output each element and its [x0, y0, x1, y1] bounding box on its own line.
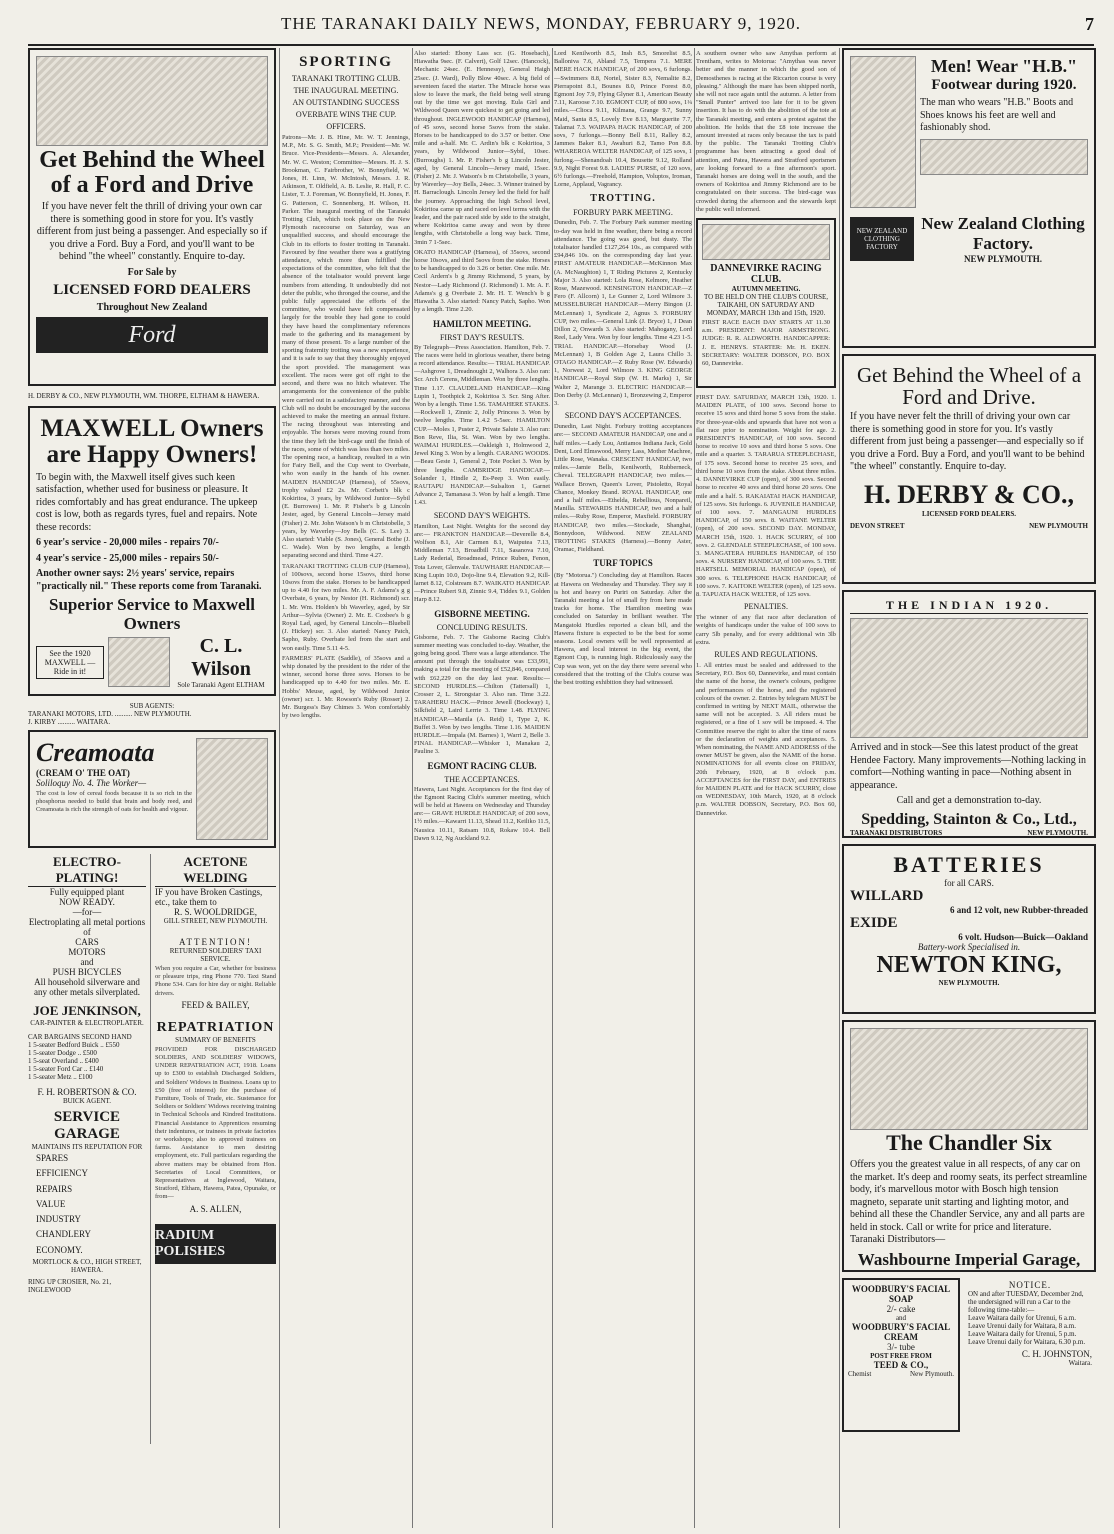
sporting-sub1: TARANAKI TROTTING CLUB. — [291, 74, 401, 83]
notice-sign: C. H. JOHNSTON, — [1021, 1349, 1092, 1359]
newton-king: NEWTON KING, — [876, 952, 1062, 978]
teed-chemist: Chemist — [848, 1370, 872, 1378]
ford-dealers: LICENSED FORD DEALERS — [53, 282, 251, 299]
maxwell-headline: MAXWELL Owners are Happy Owners! — [40, 415, 264, 469]
column-1: Get Behind the Wheel of a Ford and Drive If you have never felt the thrill of driving your own car there is something good in store for you. It's vastly different from just being a passenger. And especially so if you drive a Ford. Buy a Ford, and you'll want to be behind "the wheel" constantly. Enquire to-day. For Sale by LICENSED FORD DEALERS Throughout New Zealand Ford H. DERBY & CO., NEW PLYMOUTH, WM. THORPE, ELTHAM & HAWERA. MAXWELL Owners are Happy Owners! To begin with, the Maxwell itself gives such keen satisfaction, whether used for business or pleasure. It rides comfortably and has great endurance. The upkeep cost is low, both as regards tyres, fuel and repairs. Note these records: 6 year's service - 20,000 miles - repairs 70/- 4 year's service - 25,000 miles - repairs 50/- Another owner says: 2½ years' service, repairs "practically nil." These reports come from Taranaki. Superior Service to Maxwell Owners See the 1920 MAXWELL —Ride in it! C. L. Wilson Sole Taranaki Agent ELTHAM SUB AGENTS: TARANAKI MOTORS, LTD. .......... NEW PLYMOUTH. J. KIRBY .......... WAITARA. Creamoata (CREAM O' THE OAT) Soliloquy No. 4. The Worker— The cost is low of cereal foods because it is so rich in the phosphorus needed to build that brain and body reed, and Creamoata is rich the strength of oats for health and vigour. ELECTRO-PLATING! Fully equipped plant NOW READY. —for— Electroplating all metal portions of CARS MOTORS and PUSH BICYCLES All household silverware and any other metals silverplated. JOE JENKINSON, CAR-PAINTER & ELECTROPLATER. CAR BARGAINS SECOND HAND 1 5-seater Bedford Buick .. £550 1 5-seater Dodge .. £500 1 5-seat Overland .. £400 1 5-seater Ford Car .. £140 1 5-seater Metz .. £100 F. H. ROBERTSON & CO. BUICK AGENT. SERVICE GARAGE MAINTAINS ITS REPUTATION FOR SPARES EFFICIENCY REPAIRS VALUE INDUSTRY CHANDLERY ECONOMY. MORTLOCK & CO., HIGH STREET, HAWERA. RING UP CROSIER, No. 21, INGLEWOOD ACETONE WELDING IF you have Broken Castings, etc., take them to R. S. WOOLDRIDGE, GILL STREET, NEW PLYMOUTH. ATTENTION! RETURNED SOLDIERS' TAXI SERVICE. When you require a Car, whether for business or pleasure trips, ring Phone 770. Taxi Stand Phone 534. Cars for hire day or night. Reliable drivers. FEED & BAILEY, REPATRIATION SUMMARY OF BENEFITS PROVIDED FOR DISCHARGED SOLDIERS, AND SOLDIERS' WIDOWS, UNDER REPATRIATION ACT, 1918. Loans up to £300 to establish Discharged Soldiers, and Soldiers' Widows in Business. Loans up to £50 (free of interest) for the purchase of Furniture, Tools of Trade, etc. Sustenance for Soldiers or Soldiers' Widows receiving training in Technical Schools and Kindred Institutions. Financial Assistance to Apprentices resuming their indentures, or trainees in private factories or workshops; also to approved trainees on farms. Assistance to men desiring employment, etc. Full particulars regarding the above matters may be obtained from Hon. Secretaries of Local Committees, or Representatives at Inglewood, Waitara, Stratford, Eltham, Hawera, Patea, Opunake, or from— A. S. ALLEN, RADIUM POLISHES — [28, 48, 276, 1528]
feed-bailey: FEED & BAILEY, — [181, 999, 250, 1010]
crosier-notice: RING UP CROSIER, No. 21, INGLEWOOD — [28, 1278, 112, 1295]
electro-line: and — [80, 957, 94, 967]
woodbury-soap-price: 2/- cake — [886, 1304, 916, 1314]
washbourne-city — [1042, 1270, 1088, 1273]
indian-body: Arrived and in stock—See this latest product of the great Hendee Factory. Many improvements—Nothing lacking in comfort—Nothing wanting in pace—Nothing absent in appearance. — [850, 742, 1086, 791]
dannevirke-title: DANNEVIRKE RACING CLUB. — [710, 263, 822, 286]
exide-label: EXIDE — [850, 915, 898, 931]
chandler-body: Offers you the greatest value in all respects, of any car on the market. It's deep and roomy seats, its perfect streamline body, it's marvellous motor with Bosch high tension magneto, separate unit starting and lighting motor, and behind all these the Chandler Service, any and all parts are held in stock. Call or write for price and literature. Taranaki Distributors— — [850, 1159, 1087, 1245]
ford2-city: NEW PLYMOUTH — [1029, 521, 1088, 530]
service-letter: EFFICIENCY — [36, 1168, 89, 1179]
turf-topics: TURF TOPICS — [593, 558, 653, 569]
boot-illustration — [920, 139, 1088, 175]
worker-illustration — [196, 738, 268, 840]
maxwell-miles-gallon — [36, 693, 143, 696]
chandler-advertisement — [842, 1020, 1096, 1272]
trotting-head: TROTTING. — [590, 193, 656, 205]
maxwell-agent: C. L. Wilson — [191, 635, 251, 681]
ford-footer: H. DERBY & CO., NEW PLYMOUTH, WM. THORPE, ELTHAM & HAWERA. — [28, 392, 260, 400]
service-tag: MAINTAINS ITS REPUTATION FOR — [31, 1143, 143, 1151]
ford-advertisement — [28, 48, 276, 386]
car-bargain: 1 5-seater Bedford Buick .. £550 — [28, 1041, 120, 1049]
creamoata-advertisement: Creamoata (CREAM O' THE OAT) Soliloquy No. 4. The Worker— The cost is low of cereal foods because it is so rich in the phosphorus needed to build that brain and body reed, and Creamoata is rich the strength of oats for health and vigour. — [28, 730, 276, 848]
maxwell-record-1: 6 year's service - 20,000 miles - repairs 70/- — [36, 537, 219, 548]
gisborne-meeting: GISBORNE MEETING. — [434, 608, 530, 619]
electro-line: CARS — [75, 937, 99, 947]
batteries-head: BATTERIES — [893, 852, 1045, 877]
car-bargain: 1 5-seat Overland .. £400 — [28, 1057, 99, 1065]
creamoata-line: Soliloquy No. 4. The Worker— — [36, 778, 147, 788]
notice-head: NOTICE. — [1008, 1280, 1052, 1290]
first-day-results: FIRST DAY'S RESULTS. — [439, 332, 525, 342]
electro-line: Electroplating all metal portions of — [28, 917, 146, 937]
masthead — [28, 4, 1094, 46]
radium-polishes-ad: RADIUM POLISHES — [155, 1224, 276, 1264]
car-bargain: 1 5-seater Metz .. £100 — [28, 1073, 93, 1081]
notice-line: Leave Urenui daily for Waitara, 6.30 p.m. — [968, 1338, 1086, 1346]
woodbury-and: and — [895, 1314, 907, 1322]
washbourne-street — [850, 1270, 889, 1273]
service-letter: REPAIRS — [36, 1183, 73, 1194]
second-days-weights: SECOND DAY'S WEIGHTS. — [433, 510, 531, 520]
indian-sub: TARANAKI DISTRIBUTORS — [850, 828, 943, 837]
column-4: Lord Kenilworth 8.5, Insh 8.5, Smorelist 8.5, Balloniva 7.6, Abland 7.5, Tempera 7.1. MERE MERE HACK HANDICAP, of 200 sovs, 6 furlongs.—Swimmers 8.8, Nortel, Sister 8.3, Nemalite 8.2, Pierrapoint 8.1, Bounes 8.0, Prince Forest 8.0, Egmont Joy 7.9, Flying Glyner 8.1, American Beauty 7.11, Karoose 7.10. EGMONT CUP, of 800 sovs, 1¼ miles.—Clioca 9.11, Kilmana, Grange 9.7, Sunny Maid, Santa 8.5, Lovely Eve 8.13, Marguerite 7.7, Talamai 7.3. WAIPAPA HACK HANDICAP, of 200 sovs, 7 furlongs.—Bonny Bell 8.11, Ralley 8.2, Jammes Baker 8.1, Awahuri 8.2, Tamo Pon 8.8. WHAREROA WELTER HANDICAP, of 125 sovs, 1 furlong.—Shenandoah 10.4, Bousette 9.12, Rolland 9.9, Night Forest 9.8. LADIES' PURSE, of 120 sovs, 6½ furlongs.—Freehold, Hampton, Voluptos, Iroman, Lorne, Applaud, Vagrancy. TROTTING. FORBURY PARK MEETING. Dunedin, Feb. 7. The Forbury Park summer meeting to-day was held in fine weather, there being a record attendance. The going was good, but dusty. The totalisator handled £127,264 10s., as compared with £94,846 10s. on the corresponding day last year. FIRST AMATEUR HANDICAP.—McKinnon Max (A. McNaughton) 1, T Riding Pictures 2, Kentucky Major 3. Also started: Lola Rose, Kelmore, Heather Rose, Mazewood. KENSINGTON HANDICAP.—Z Fero (F. Allcorn) 1, Le Gunner 2, Lord Wilmore 3. MUSSELBURGH HANDICAP.—Merry Bingon (J. McLennan) 1, Syndicate 2, Agnus 3. FORBURY CUP, two miles.—General Link (J. Bryce) 1, J Dean Dillon 2, Onwards 3. Also started: Mahogany, Lord Reel, Lady Vera. Won by four lengths. Time 4.23 1-5. TRIAL HANDICAP.—Horsebay Wood (J. McLennan) 1, B Golden Age 2, Laura Chillo 3. OTAGO HANDICAP.—Z Ruby Rose (W. Edwards) 1, Norwest 2, Lord Wilmore 3. KING GEORGE HANDICAP.—Royal Step (W. H. Marks) 1, Sir Walter 2, Marange 3. ELECTRIC HANDICAP.—Don Derby (J. McLennan) 1, Bronzewing 2, Emperor 3. SECOND DAY'S ACCEPTANCES. Dunedin, Last Night. Forbury trotting acceptances are:— SECOND AMATEUR HANDICAP, one and a half miles.—Lady Lou, Antiamos Indiana Jack, Gold Dent, Lord Elmswood, Merry Lass, Mother Machree, Little Rose, Wanaka. CRESCENT HANDICAP, two miles.—Jamie Bells, Kenilworth, Rubberneck, Cheval. TELEGRAPH HANDICAP, two miles.—Wallace Brown, Queen's Lover, Pistoletto, Royal Chance, Monkey Brand. ROYAL HANDICAP, one and a half miles.—Ethelda, Rebellious, Nonpareil, Manilla. STEWARDS HANDICAP, two and a half miles.—Ruby Rose, Emperor, Maxfield. FORBURY HANDICAP, two miles.—Stockade, Shanghai, Bonnydoon, Wildwood. NEW ZEALAND TROTTING STAKES (Harness).—Bonny Aster, Oramac, Fieldhand. TURF TOPICS (By "Motorua.") Concluding day at Hamilton. Races at Hawera on Wednesday and Thursday. They say it is hot and heavy on Puriri on Saturday. After the Taranaki meeting a lot of small fry from here made tracks for home. The Hamilton meeting was concluded on Saturday in brilliant weather. The Mangatoki Hurdles reported a clean bill, and the Hawera fixture is expected to be the best for some seasons. Local owners will be well represented at Hawera, and local interest in the big event, the Egmont Cup, is running high. Ridiculously easy the Cup was won, yet on the day there were several who considered that the trotting of the Club's course was the best trotting exhibition they had witnessed. — [554, 50, 692, 687]
motorcycle-illustration — [850, 618, 1088, 738]
attention-head: ATTENTION! — [179, 937, 252, 947]
car-illustration — [850, 1028, 1088, 1130]
maxwell-body: To begin with, the Maxwell itself gives such keen satisfaction, whether used for business or pleasure. It rides comfortably and has great endurance. The upkeep cost is low, both as regards tyres, fuel and repairs. Note these records: — [36, 471, 258, 533]
car-bargain: 1 5-seater Ford Car .. £140 — [28, 1065, 104, 1073]
woodbury-cream-price: 3/- tube — [887, 1342, 915, 1352]
exide-line: 6 volt. Hudson—Buick—Oakland — [958, 932, 1088, 942]
maxwell-agent-sub: Sole Taranaki Agent ELTHAM — [177, 681, 265, 690]
concluding-results: CONCLUDING RESULTS. — [436, 622, 528, 632]
sporting-sub4: OVERBATE WINS THE CUP. — [295, 110, 397, 119]
the-acceptances: THE ACCEPTANCES. — [444, 774, 520, 784]
ford2-body: If you have never felt the thrill of driving your own car there is something good in store for you. It's vastly different from just being a passenger—and especially so if you drive a Ford. Buy a Ford, and you'll want to be behind "the wheel" constantly. Enquire to-day. — [850, 411, 1085, 473]
electro-name: JOE JENKINSON, — [33, 1003, 141, 1018]
maxwell-advertisement — [28, 406, 276, 696]
column-rule — [412, 48, 413, 1528]
column-rule — [839, 48, 840, 1528]
landscape-illustration — [36, 56, 268, 146]
washbourne-firm: Washbourne Imperial Garage, — [857, 1249, 1081, 1269]
service-sub: BUICK AGENT. — [62, 1097, 112, 1105]
acetone-head: ACETONE WELDING — [155, 854, 276, 887]
sporting-head: SPORTING — [299, 54, 393, 70]
hb-sub: Footwear during 1920. — [931, 77, 1077, 93]
racehorse-illustration — [702, 224, 830, 260]
ford2-firm: H. DERBY & CO., — [864, 479, 1074, 509]
indian-firm: Spedding, Stainton & Co., Ltd., — [861, 810, 1077, 828]
repatriation-sub: SUMMARY OF BENEFITS — [175, 1035, 256, 1044]
dannevirke-advertisement: DANNEVIRKE RACING CLUB. AUTUMN MEETING. TO BE HELD ON THE CLUB'S COURSE, TAIKAHI, ON SATURDAY AND MONDAY, MARCH 13th and 15th, 1920. FIRST RACE EACH DAY STARTS AT 11.30 a.m. PRESIDENT: MAJOR ARMSTRONG. JUDGE: R. R. ALDWORTH. HANDICAPPER: J. E. HENRYS. STARTER: Mr. H. EKEN. SECRETARY: WALTER DOBSON, P.O. BOX 60, Dannevirke. — [696, 218, 836, 388]
notice-line: Leave Waitara daily for Urenui, 6 a.m. — [968, 1314, 1076, 1322]
dannevirke-sub: AUTUMN MEETING. — [731, 285, 801, 294]
service-letter: INDUSTRY — [36, 1214, 82, 1225]
column-rule — [279, 48, 280, 1528]
maxwell-see: See the 1920 MAXWELL —Ride in it! — [36, 646, 104, 679]
notice-line: Leave Waitara daily for Urenui, 5 p.m. — [968, 1330, 1077, 1338]
ford-region: Throughout New Zealand — [96, 301, 208, 313]
creamoata-brand: Creamoata — [36, 738, 155, 767]
dannevirke-body: TO BE HELD ON THE CLUB'S COURSE, TAIKAHI, ON SATURDAY AND MONDAY, MARCH 13th and 15th, 1920. — [703, 293, 829, 318]
car-bargain: 1 5-seater Dodge .. £500 — [28, 1049, 97, 1057]
maxwell-badge — [108, 637, 170, 687]
teed-firm: TEED & CO., — [873, 1360, 929, 1370]
hb-footwear-advertisement — [842, 48, 1096, 348]
hamilton-meeting: HAMILTON MEETING. — [432, 318, 532, 329]
notice-line: Leave Urenui daily for Waitara, 8 a.m. — [968, 1322, 1076, 1330]
indian-head: THE INDIAN 1920. — [850, 598, 1088, 614]
batteries-advertisement — [842, 844, 1096, 1014]
column-6 — [842, 48, 1096, 1528]
woodbury-soap: WOODBURY'S FACIAL SOAP — [851, 1284, 951, 1304]
car-bargains-head: CAR BARGAINS SECOND HAND — [28, 1033, 132, 1041]
service-letter: CHANDLERY — [36, 1229, 92, 1240]
woodbury-cream: WOODBURY'S FACIAL CREAM — [851, 1322, 951, 1342]
service-garage-name: SERVICE GARAGE — [53, 1109, 121, 1142]
penalties-head: PENALTIES. — [744, 602, 788, 612]
repatriation-head: REPATRIATION — [156, 1019, 275, 1035]
forbury-park-meeting: FORBURY PARK MEETING. — [573, 208, 673, 218]
acetone-addr: GILL STREET, NEW PLYMOUTH. — [163, 917, 268, 925]
creamoata-tag: (CREAM O' THE OAT) — [36, 768, 130, 778]
column-5: A southern owner who saw Amythas perform at Trentham, writes to Motorua: "Amythas was never better and the manner in which the good son of Demosthenes is racing at the Riccarton course is very pleasing." Although the mare has been shipped north, she will not race again until the autumn. A letter from "Small Punter" arrived too late for it to be given insertion. It has to do with the abolition of the tote at the Taranaki meeting, and enters a protest against the abolition. He holds that the £8 tote increase the amount invested at races only because the tax is paid by the public. The Taranaki Trotting Club's programme has been attracting a good deal of attention, and Patea, Hawera and Stratford sportsmen are looking forward to a fine afternoon's sport. Taranaki horses are doing well in the south, and the owners of Kokiritoa and Jimmy Richmond are to be congratulated on their success. The bird-cage was crowded during the afternoon and the stewards kept the public well informed. DANNEVIRKE RACING CLUB. AUTUMN MEETING. TO BE HELD ON THE CLUB'S COURSE, TAIKAHI, ON SATURDAY AND MONDAY, MARCH 13th and 15th, 1920. FIRST RACE EACH DAY STARTS AT 11.30 a.m. PRESIDENT: MAJOR ARMSTRONG. JUDGE: R. R. ALDWORTH. HANDICAPPER: J. E. HENRYS. STARTER: Mr. H. EKEN. SECRETARY: WALTER DOBSON, P.O. BOX 60, Dannevirke. FIRST DAY. SATURDAY, MARCH 13th, 1920. 1. MAIDEN PLATE, of 100 sovs. Second horse to receive 15 sovs and third horse 5 sovs from the stake. For three-year-olds and upwards that have not won a flat race prior to nomination. Weight for age. 2. PRESIDENT'S HANDICAP, of 100 sovs. Second horse to receive 10 sovs and third horse 5 sovs. One mile and a quarter. 3. TARARUA STEEPLECHASE, of 175 sovs. Second horse to receive 25 sovs, and third horse 10 sovs from the stake. About three miles. 4. DANNEVIRKE CUP (open), of 300 sovs. Second horse to receive 40 sovs and third horse 20 sovs. One mile and a half. 5. RAKAIATAI HACK HANDICAP, of 125 sovs. Six furlongs. 6. JUVENILE HANDICAP, of 100 sovs. 7. MANGAUNI HURDLES HANDICAP, of 150 sovs. 8. WAITANE WELTER (open), of 200 sovs. SECOND DAY. MONDAY, MARCH 15th, 1920. 1. HACK SCURRY, of 100 sovs. 2. GLENDALE STEEPLECHASE, of 100 sovs. 3. MANGATERA HURDLES HANDICAP, of 150 sovs. 4. NURSERY HANDICAP, of 100 sovs. 5. THE HARTSELL MEMORIAL HANDICAP (open), of 300 sovs. 6. TELEPHONE HACK HANDICAP, of 100 sovs. 7. KAITOKE WELTER (open), of 125 sovs. 8. TAPUATA HACK WELTER, of 125 sovs. PENALTIES. The winner of any flat race after declaration of weights of handicaps under the value of 100 sovs to carry 5lb penalty, and for every additional win 3lb extra. RULES AND REGULATIONS. 1. All entries must be sealed and addressed to the Secretary, P.O. Box 60, Dannevirke, and must contain the name of the horse, the owner's colours, pedigree and performances of the horse, and the registered colours of the owner. 2. Entries by telegram MUST be confirmed in writing by NEXT MAIL, otherwise the same will not be accepted. 3. All riders must be registered, or a fine of 1 sov will be imposed. 4. The Committee reserve the right to alter the time of races or the declaration of weights and acceptances. 5. When nominating, the NAME AND ADDRESS of the owner MUST be given, also the NAME of the horse. NOMINATIONS for all events close on FRIDAY, 20th February, 1920, at 8 o'clock p.m. ACCEPTANCES for the FIRST DAY, and ENTRIES for MAIDEN PLATE and for HACK SCURRY, close on WEDNESDAY, 10th March, 1920, at 8 o'clock p.m. WALTER DOBSON, Secretary, P.O. Box 60, Dannevirke. — [696, 50, 836, 817]
battery-specialised: Battery-work Specialised in. — [917, 942, 1021, 952]
egmont-racing-club: EGMONT RACING CLUB. — [427, 760, 537, 771]
ford-for-sale: For Sale by — [127, 266, 177, 278]
sporting-officers: OFFICERS. — [326, 122, 366, 131]
acetone-body: IF you have Broken Castings, etc., take them to — [155, 887, 263, 907]
column-rule — [694, 48, 695, 1528]
second-day-acceptances: SECOND DAY'S ACCEPTANCES. — [564, 411, 682, 421]
ford-derby-advertisement — [842, 354, 1096, 584]
batteries-sub: for all CARS. — [944, 878, 994, 888]
hb-brand: New Zealand Clothing Factory. — [921, 214, 1085, 253]
column-2: SPORTING TARANAKI TROTTING CLUB. THE INAUGURAL MEETING. AN OUTSTANDING SUCCESS OVERBATE WINS THE CUP. OFFICERS. Patrons—Mr. J. B. Hine, Mr. W. T. Jennings, M.P., Mr. S. G. Smith, M.P.; President—Mr. W. Bruce. Vice-Presidents—Messrs. A. Alexander, Mr. W. C. Weston; Committee—Messrs. H. J. S. Brookman, C. Fairbrother, W. Bonnyfield, W. Jones, H. Linn, W. McIntosh, Messrs. J. R. Atkinson, T. Oldfield, A. B. Leslie, R. Hall, F. C. Lister, T. J. Foreman, W. Bonnyfield, H. Jones, F. G. Patterson, C. Sonnenberg, H. Wilson, H. Parker. The inaugural meeting of the Taranaki Trotting Club, which took place on the New Plymouth racecourse on Saturday, was an unqualified success, and should encourage the Club in its efforts to foster trotting in Taranaki. Favoured by fine weather there was a gratifying attendance, which more than fulfilled the expectations of the committee, who felt that the absence of the totalisator would prevent large numbers from attending. It undoubtedly did not deter the public, who thronged the course, and the public fully appreciated the efforts of the committee, who would have felt compensated largely for the trouble they had gone to could they have heard the complimentary references made to the gathering and its management by many of those present. To a large number of the sporting fraternity trotting was a new experience, and it is safe to say that they thoroughly enjoyed the sport provided. The management was excellent. The races were got off right to the second, and there was no hitch whatever. The arrangements for the convenience of the public were carried out in a satisfactory manner, and the Club will no doubt be encouraged by the success achieved to make the meeting an annual fixture. The racing throughout was interesting and enjoyable. The horses were moving round from the time they left the bird-cage until the finish of the races, some of which was less than two miles. The opening race, a handicap, resulted in a win for Fairy Bell, and the Cup went to Overbate, who won easily in the hands of his owner. MAIDEN HANDICAP (Harness), of 55sovs, trophy valued £2 2s. Mr. Corbett's blk c Kokiritoa, 3 years, by Wildwood Junior—Sybil (E. Burrowes) 1. Mr. P. Fisher's b g Lincoln Jester, aged, by General Lincoln—Jersey maid (Fisher) 2. Mr. John Watson's b m Christobelle, 3 years, by Waverley—Joy Bells (C. S. Lee) 3. Also started: Viable (S. Jones), General Bothe (J. C. Wade). Won by two lengths, a length separating second and third. Time 4.27. TARANAKI TROTTING CLUB CUP (Harness), of 100sovs, second horse 15sovs, third horse 10sovs from the stake. Horses to be handicapped up to 4.40 for two miles. Mr. A. F. Adams's g g Overbate, 6 years, by Nestor (H. Richmond) scr. 1. Mr. Wm. Holden's bh Waverley, aged, by Sir Arthur—Sylvia (Owner) 2. Mr. E. Coxbee's b g Royal Lad, aged, by General Lincoln—Bluebell (J. Hickey) scr. 3. Also started: Nancy Patch, Sapho, Ruby. Overbate led from the start and won easily. Time 5.11 4-5. FARMERS' PLATE (Saddle), of 35sovs and a whip donated by the president to the rider of the winner, second horse three sovs. Horses to be handicapped up to 4.40 for two miles. Mr. E. Hobbs' Meuse, aged, by Wildwood Junior (owner) scr. 1. Mr. Rowson's Ruby (Rosser) 2. Mr. Burgess's Bay Chimes 3. Won comfortably by two lengths. — [282, 54, 410, 720]
electro-line: All household silverware and any other metals silverplated. — [34, 977, 140, 997]
electro-line: PUSH BICYCLES — [52, 967, 122, 977]
electro-line: NOW READY. — [59, 897, 115, 907]
teed-city: New Plymouth. — [910, 1370, 954, 1378]
sub-agent-1: TARANAKI MOTORS, LTD. .......... NEW PLYMOUTH. — [28, 710, 192, 718]
hb-body: The man who wears "H.B." Boots and Shoes knows his feet are well and fashionably shod. — [920, 97, 1074, 133]
service-letter: ECONOMY. — [36, 1244, 83, 1255]
hb-city: NEW PLYMOUTH. — [963, 254, 1042, 264]
woodbury-advertisement — [842, 1278, 960, 1432]
service-footer: MORTLOCK & CO., HIGH STREET, HAWERA. — [32, 1258, 142, 1275]
notice-place: Waitara. — [1068, 1359, 1092, 1367]
ford2-head: Get Behind the Wheel of a Ford and Drive. — [856, 363, 1082, 410]
electro-head: ELECTRO-PLATING! — [28, 854, 146, 887]
chandler-head: The Chandler Six — [886, 1130, 1052, 1155]
nz-clothing-factory-logo: NEW ZEALAND CLOTHING FACTORY — [850, 217, 914, 261]
notice-body: ON and after TUESDAY, December 2nd, the undersigned will run a Car to the following time-table:— — [968, 1290, 1084, 1314]
service-letter: SPARES — [36, 1153, 69, 1163]
masthead-title: THE TARANAKI DAILY NEWS, MONDAY, FEBRUARY 9, 1920. — [281, 14, 801, 33]
electro-trade: CAR-PAINTER & ELECTROPLATER. — [30, 1019, 144, 1027]
washbourne-phone — [950, 1270, 981, 1273]
willard-label: WILLARD — [850, 888, 924, 904]
man-illustration — [850, 56, 916, 208]
electro-line: Fully equipped plant — [49, 887, 125, 897]
maxwell-record-2: 4 year's service - 25,000 miles - repairs 50/- — [36, 552, 219, 564]
sporting-sub3: AN OUTSTANDING SUCCESS — [292, 98, 400, 107]
maxwell-miles-tyres — [171, 693, 268, 696]
sub-agent-2: J. KIRBY .......... WAITARA. — [28, 718, 111, 726]
maxwell-subheadline: Superior Service to Maxwell Owners — [48, 595, 255, 633]
ford2-street: DEVON STREET — [850, 521, 905, 530]
repatriation-officer: A. S. ALLEN, — [189, 1203, 242, 1214]
sporting-sub2: THE INAUGURAL MEETING. — [293, 86, 399, 95]
ford-headline: Get Behind the Wheel of a Ford and Drive — [39, 147, 265, 199]
woodbury-post: POST FREE FROM — [870, 1352, 932, 1360]
column-rule — [552, 48, 553, 1528]
acetone-name: R. S. WOOLDRIDGE, — [173, 907, 258, 917]
ford-body: If you have never felt the thrill of driving your own car there is something good in store for you. It's vastly different from just being a passenger. And especially so if you drive a Ford. Buy a Ford, and you'll want to be behind "the wheel" constantly. Enquire to-day. — [36, 201, 268, 263]
newton-king-city: NEW PLYMOUTH. — [938, 979, 1000, 987]
ford-logo: Ford — [36, 317, 268, 353]
service-letter: VALUE — [36, 1198, 66, 1209]
service-agent: F. H. ROBERTSON & CO. — [37, 1087, 137, 1097]
maxwell-note: Another owner says: 2½ years' service, repairs "practically nil." These reports come from Taranaki. — [36, 568, 262, 592]
indian-city: NEW PLYMOUTH. — [1027, 828, 1088, 837]
willard-line: 6 and 12 volt, new Rubber-threaded — [949, 905, 1088, 915]
indian-call: Call and get a demonstration to-day. — [896, 795, 1042, 806]
page-number: 7 — [1085, 13, 1094, 34]
indian-advertisement — [842, 590, 1096, 838]
electro-line: MOTORS — [68, 947, 106, 957]
taxi-head: RETURNED SOLDIERS' TAXI SERVICE. — [169, 947, 262, 963]
electro-line: —for— — [72, 907, 102, 917]
ford2-licensed: LICENSED FORD DEALERS. — [922, 509, 1016, 518]
column-3: Also started: Ebony Lass scr. (G. Hosebach), Hiawatha 9sec. (F. Calvert), Golf 12sec. (Hancock), Mechanic 24sec. (E. Hennessy), General Haigh 25sec. (J. Ward), Polly Blow 40sec. A big field of seventeen faced the starter. The Miracle horse was slow to leave the mark, the field being well strung out by the time we got moving. Eula Girl and Wildwood Queen were quickest to get going and led throughout. INGLEWOOD HANDICAP (Harness), of 45 sovs, second horse 5sovs from the stake. Horses to be handicapped to do 3.57 or better. One mile and a-half. Mr. C. Ardin's blk c Kokiritoa, 3 years, by Wildwood Junior—Sybil, 10sec. (Burroughs) 1. Mr. P. Fisher's b g Lincoln Jester, aged, by General Lincoln—Jersey maid, 15sec. (Fisher) 2. Mr. J. Watson's b m Christobelle, 3 years, by Waverley—Joy Bells, 24sec. 3. Winner trained by H. Barraclough. Lincoln Jersey led the field for half the journey. Approaching the high School level, Kokiritoa came up and raced on level terms with the leader, and the pair raced side by side to the straight, where Kokiritoa came away and won by three lengths, with Christobelle a long way back. Time, 3min 7 1-5sec. OKATO HANDICAP (Harness), of 35sovs, second horse 10sovs, and third 5sovs from the stake. Horses to be handicapped to do 3.26 or better. One mile. Mr. Cecil Ardern's b g Jimmy Richmond, 5 years, by Nestor—Lady Richmond (J. Richmond) 1. Mr. A. F. Adams's g g Overbate 2. Mr. H. T. Wench's b g Hiawatha 3. Also started: Nancy Patch, Sapho. Won by a length. Time 2.20. HAMILTON MEETING. FIRST DAY'S RESULTS. By Telegraph—Press Association. Hamilton, Feb. 7. The races were held in glorious weather, there being a record attendance. Results:— TRIAL HANDICAP.—Ashgrove 1, Dreadnought 2, Walhora 3. Also ran: Scr. Arch Cerens, Middleman. Won by three lengths. Time 1.17. CLAUDELAND HANDICAP.—King Lupin 1, Toothpick 2, Kokiritoa 3. Scr. Sing After. Won by a length. Time 1.56. TAMAHERE STAKES.—Rockwell 1, Zinnic 2, Jolly Princess 3. Won by twelve lengths. Time 1.4.2 5-5sec. HAMILTON CUP.—Moles 1, Puster 2, Private Salute 3. Also ran: Bon Reve, Ilia, St. Wan. Won by two lengths. WAIMAI HURDLES.—Oakleigh 1, Holmwood 2, Jewel King 3. Won by a length. CARANG WOODS.—Beau Geste 1, General 2, Tote Pocket 3. Won by three lengths. CAMBRIDGE HANDICAP.—Solander 1, Hindle 2, Es-Peep 3. Won easily. RAUTAPU HANDICAP.—Sulsalton 1, Garnet Advance 2, Tamanasa 3. Won by half a length. Time 1.43. SECOND DAY'S WEIGHTS. Hamilton, Last Night. Weights for the second day are:— FRANKTON HANDICAP.—Deverelle 8.4, Wolfson 8.1, Air Carmen 8.1, Waiputea 7.13, Middleman 7.13, Broadbill 7.11, Sasanova 7.10, Lady Rederial, Broadmead, Prince Ruben, Fenon, Tota Lover, Glenvale. TAUWHARE HANDICAP.—King Lupin 10.0, Dojo-line 9.4, Elevation 9.2, Kill-larnet 8.12, Colstream 8.7. WAIKATO HANDICAP.—Prince Rubert 9.8, Zinnic 9.4, Tiddex 9.1, Golden Harp 8.12. GISBORNE MEETING. CONCLUDING RESULTS. Gisborne, Feb. 7. The Gisborne Racing Club's summer meeting was concluded to-day. Weather, the going being good. There was a large attendance. The amount put through the totalisator was £33,991, making a total for the meeting of £52,846, compared with £62,229 on the day last year. Results:— SECOND HURDLES.—Chilton (Tattersall) 1, Crosser 2, L. Strongstar 3. Also ran. Time 3.22. TARAHERU HACK.—Prince Jewell (Bockway) 1, Silkfield 2, Laird Lerrie 3. Time 1.48. FLYING HANDICAP.—Manila (A. Reid) 1, Type 2, K. Buffet 3. Won by two lengths. Time 1.16. MAIDEN HURDLE.—Impala (M. Barnes) 1, Warri 2, Belle 3. FINAL HANDICAP.—Whisker 1, Manakau 2, Pauline 3. EGMONT RACING CLUB. THE ACCEPTANCES. Hawera, Last Night. Acceptances for the first day of the Egmont Racing Club's summer meeting, which will be held at Hawera on Wednesday and Thursday are:— GRAVE HURDLE HANDICAP, of 200 sovs, 1½ miles.—Kawarri 11.13, Shead 11.2, Keiliko 11.5, Nausica 10.11, Ratsam 10.8, Rokaw 10.4. Bell Dawn 9.12, Ng Auckland 9.2. — [414, 50, 550, 842]
notice-advertisement — [964, 1278, 1096, 1438]
rules-head: RULES AND REGULATIONS. — [714, 649, 818, 659]
sub-agents-head: SUB AGENTS: — [129, 702, 175, 710]
hb-head: Men! Wear "H.B." — [930, 56, 1078, 76]
